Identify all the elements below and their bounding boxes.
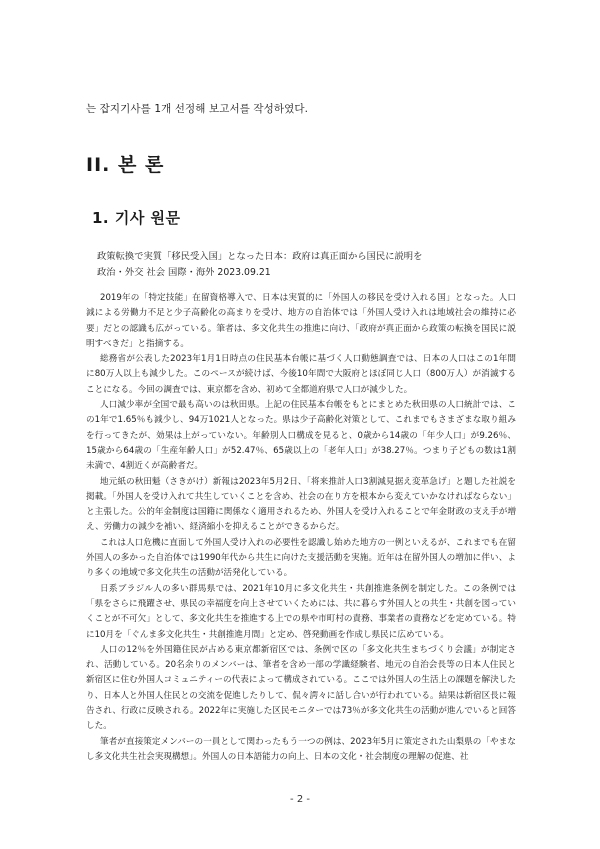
article-meta: 政治・外交 社会 国際・海外 2023.09.21 (97, 266, 271, 278)
page-number: - 2 - (290, 794, 310, 805)
paragraph: 地元紙の秋田魁（さきがけ）新報は2023年5月2日、「将来推計人口3割減見据え変革急げ」と題した社説を掲載。「外国人を受け入れて共生していくことを含め、社会の在り方を根本から変えていかなければならない」と主張した。公的年金制度は国籍に関係なく適用されるため、外国人を受け入れることで年金財政の支え手が増え、労働力の減少を補い、経済縮小を抑えることができるからだ。 (86, 476, 516, 533)
subsection-title: 1. 기사 원문 (92, 209, 181, 227)
paragraph: 日系ブラジル人の多い群馬県では、2021年10月に多文化共生・共創推進条例を制定した。この条例では「県をさらに飛躍させ、県民の幸福度を向上させていくためには、共に暮らす外国人との共生・共創を図っていくことが不可欠」として、多文化共生を推進する上での県や市町村の責務、事業者の責務などを定めている。特に10月を「ぐんま多文化共生・共創推進月間」と定め、啓発動画を作成し県民に広めている。 (86, 583, 516, 640)
paragraph: 人口減少率が全国で最も高いのは秋田県。上記の住民基本台帳をもとにまとめた秋田県の人口統計では、この1年で1.65％も減少し、94万1021人となった。県は少子高齢化対策として、これまでもさまざまな取り組みを行ってきたが、効果は上がっていない。年齢別人口構成を見ると、0歳から14歳の「年少人口」が9.26％、15歳から64歳の「生産年齢人口」が52.47％、65歳以上の「老年人口」が38.27％。つまり子どもの数は1割未満で、4割近くが高齢者だ。 (86, 400, 516, 472)
paragraph: これは人口危機に直面して外国人受け入れの必要性を認識し始めた地方の一例といえるが、これまでも在留外国人の多かった自治体では1990年代から共生に向けた支援活動を実施。近年は在留外国人の増加に伴い、より多くの地域で多文化共生の活動が活発化している。 (86, 537, 516, 579)
paragraph: 人口の12％を外国籍住民が占める東京都新宿区では、条例で区の「多文化共生まちづくり会議」が制定され、活動している。20名余りのメンバーは、筆者を含め一部の学識経験者、地元の自治会長等の日本人住民と新宿区に住む外国人コミュニティーの代表によって構成されている。ここでは外国人の生活上の課題を解決したり、日本人と外国人住民との交流を促進したりして、侃々諤々に話し合いが行われている。結果は新宿区長に報告され、行政に反映される。2022年に実施した区民モニターでは73％が多文化共生の活動が進んでいると回答した。 (86, 644, 516, 732)
section-title: II. 본 론 (86, 154, 165, 176)
intro-text: 는 잡지기사를 1개 선정해 보고서를 작성하였다. (86, 103, 309, 115)
paragraph: 総務省が公表した2023年1月1日時点の住民基本台帳に基づく人口動態調査では、日本の人口はこの1年間に80万人以上も減少した。このペースが続けば、今後10年間で大阪府とほぼ同じ人口（800万人）が消滅することになる。今回の調査では、東京都を含め、初めて全都道府県で人口が減少した。 (86, 354, 516, 395)
paragraph: 2019年の「特定技能」在留資格導入で、日本は実質的に「外国人の移民を受け入れる国」となった。人口減による労働力不足と少子高齢化の高まりを受け、地方の自治体では「外国人受け入れは地域社会の維持に必要」だとの認識も広がっている。筆者は、多文化共生の推進に向け、「政府が真正面から政策の転換を国民に説明すべきだ」と指摘する。 (86, 293, 516, 349)
article-header (97, 249, 422, 280)
article-headline: 政策転換で実質「移民受入国」となった日本：政府は真正面から国民に説明を (97, 251, 423, 262)
article-body (86, 291, 516, 765)
paragraph: 筆者が直接策定メンバーの一員として関わったもう一つの例は、2023年5月に策定された山梨県の「やまなし多文化共生社会実現構想」。外国人の日本語能力の向上、日本の文化・社会制度の理解の促進、社 (86, 736, 516, 762)
